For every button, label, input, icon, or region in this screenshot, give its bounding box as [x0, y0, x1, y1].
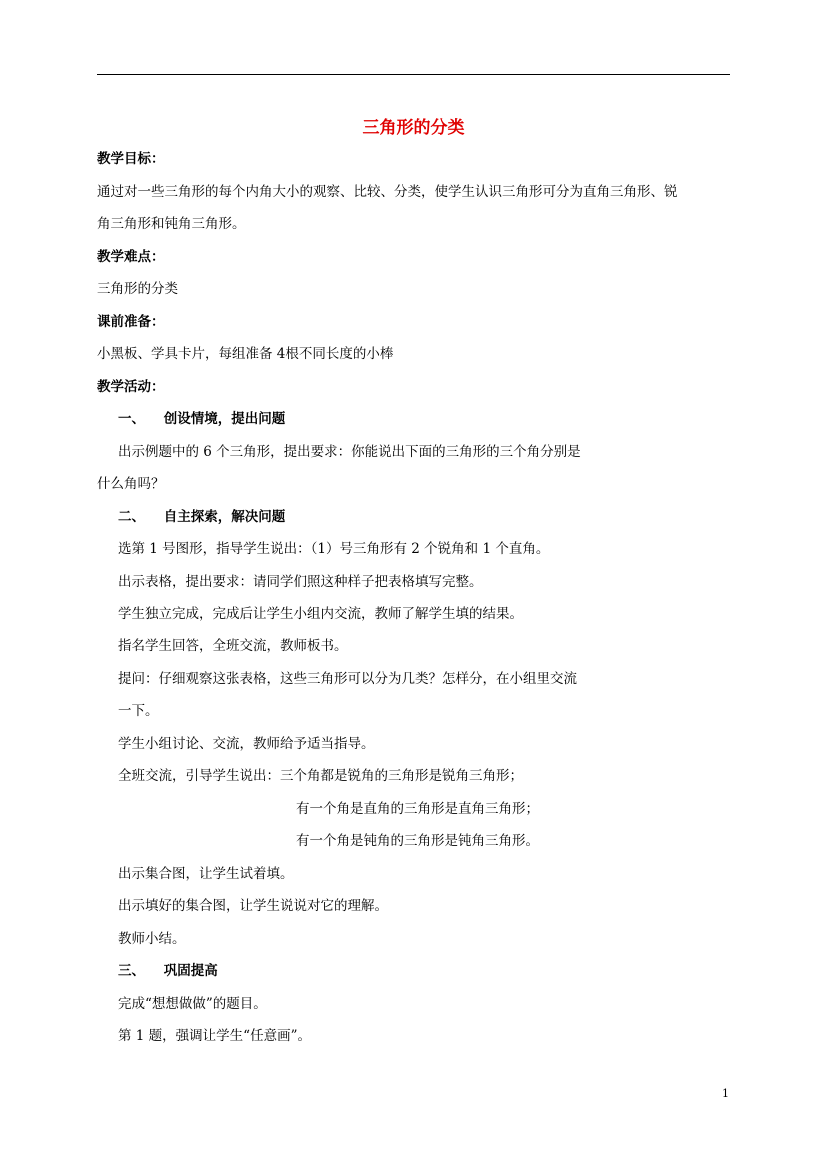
heading-objectives: 教学目标： — [97, 151, 165, 167]
paragraph-line: 出示例题中的 6 个三角形，提出要求：你能说出下面的三角形的三个角分别是 — [118, 444, 581, 460]
paragraph-line: 出示集合图，让学生试着填。 — [118, 866, 294, 882]
heading-preparation: 课前准备： — [97, 314, 165, 330]
paragraph-line: 第 1 题，强调让学生“任意画”。 — [118, 1028, 311, 1044]
paragraph-line: 完成“想想做做”的题目。 — [118, 996, 267, 1012]
paragraph-line: 有一个角是直角的三角形是直角三角形； — [296, 801, 539, 817]
page-title: 三角形的分类 — [362, 118, 465, 138]
paragraph-line: 出示表格，提出要求：请同学们照这种样子把表格填写完整。 — [118, 574, 483, 590]
paragraph-line: 教师小结。 — [118, 931, 186, 947]
section-heading-3: 三、 巩固提高 — [118, 963, 218, 979]
section-heading-1: 一、 创设情境，提出问题 — [118, 411, 286, 427]
paragraph-line: 角三角形和钝角三角形。 — [97, 216, 246, 232]
section-heading-2: 二、 自主探索，解决问题 — [118, 509, 286, 525]
paragraph-line: 提问：仔细观察这张表格，这些三角形可以分为几类？怎样分，在小组里交流 — [118, 671, 577, 687]
paragraph-line: 什么角吗？ — [97, 476, 165, 492]
paragraph-line: 有一个角是钝角的三角形是钝角三角形。 — [296, 833, 539, 849]
paragraph-line: 三角形的分类 — [97, 281, 178, 297]
paragraph-line: 学生小组讨论、交流，教师给予适当指导。 — [118, 736, 375, 752]
heading-activities: 教学活动： — [97, 379, 165, 395]
paragraph-line: 选第 1 号图形，指导学生说出：（1）号三角形有 2 个锐角和 1 个直角。 — [118, 541, 550, 557]
paragraph-line: 全班交流，引导学生说出：三个角都是锐角的三角形是锐角三角形； — [118, 768, 523, 784]
paragraph-line: 出示填好的集合图，让学生说说对它的理解。 — [118, 898, 388, 914]
paragraph-line: 一下。 — [118, 703, 159, 719]
paragraph-line: 学生独立完成，完成后让学生小组内交流，教师了解学生填的结果。 — [118, 606, 523, 622]
page-number: 1 — [722, 1087, 729, 1100]
paragraph-line: 小黑板、学具卡片，每组准备 4根不同长度的小棒 — [97, 346, 394, 362]
paragraph-line: 指名学生回答，全班交流，教师板书。 — [118, 638, 348, 654]
header-rule — [97, 74, 730, 75]
heading-difficulty: 教学难点： — [97, 249, 165, 265]
paragraph-line: 通过对一些三角形的每个内角大小的观察、比较、分类，使学生认识三角形可分为直角三角形、锐 — [97, 184, 678, 200]
